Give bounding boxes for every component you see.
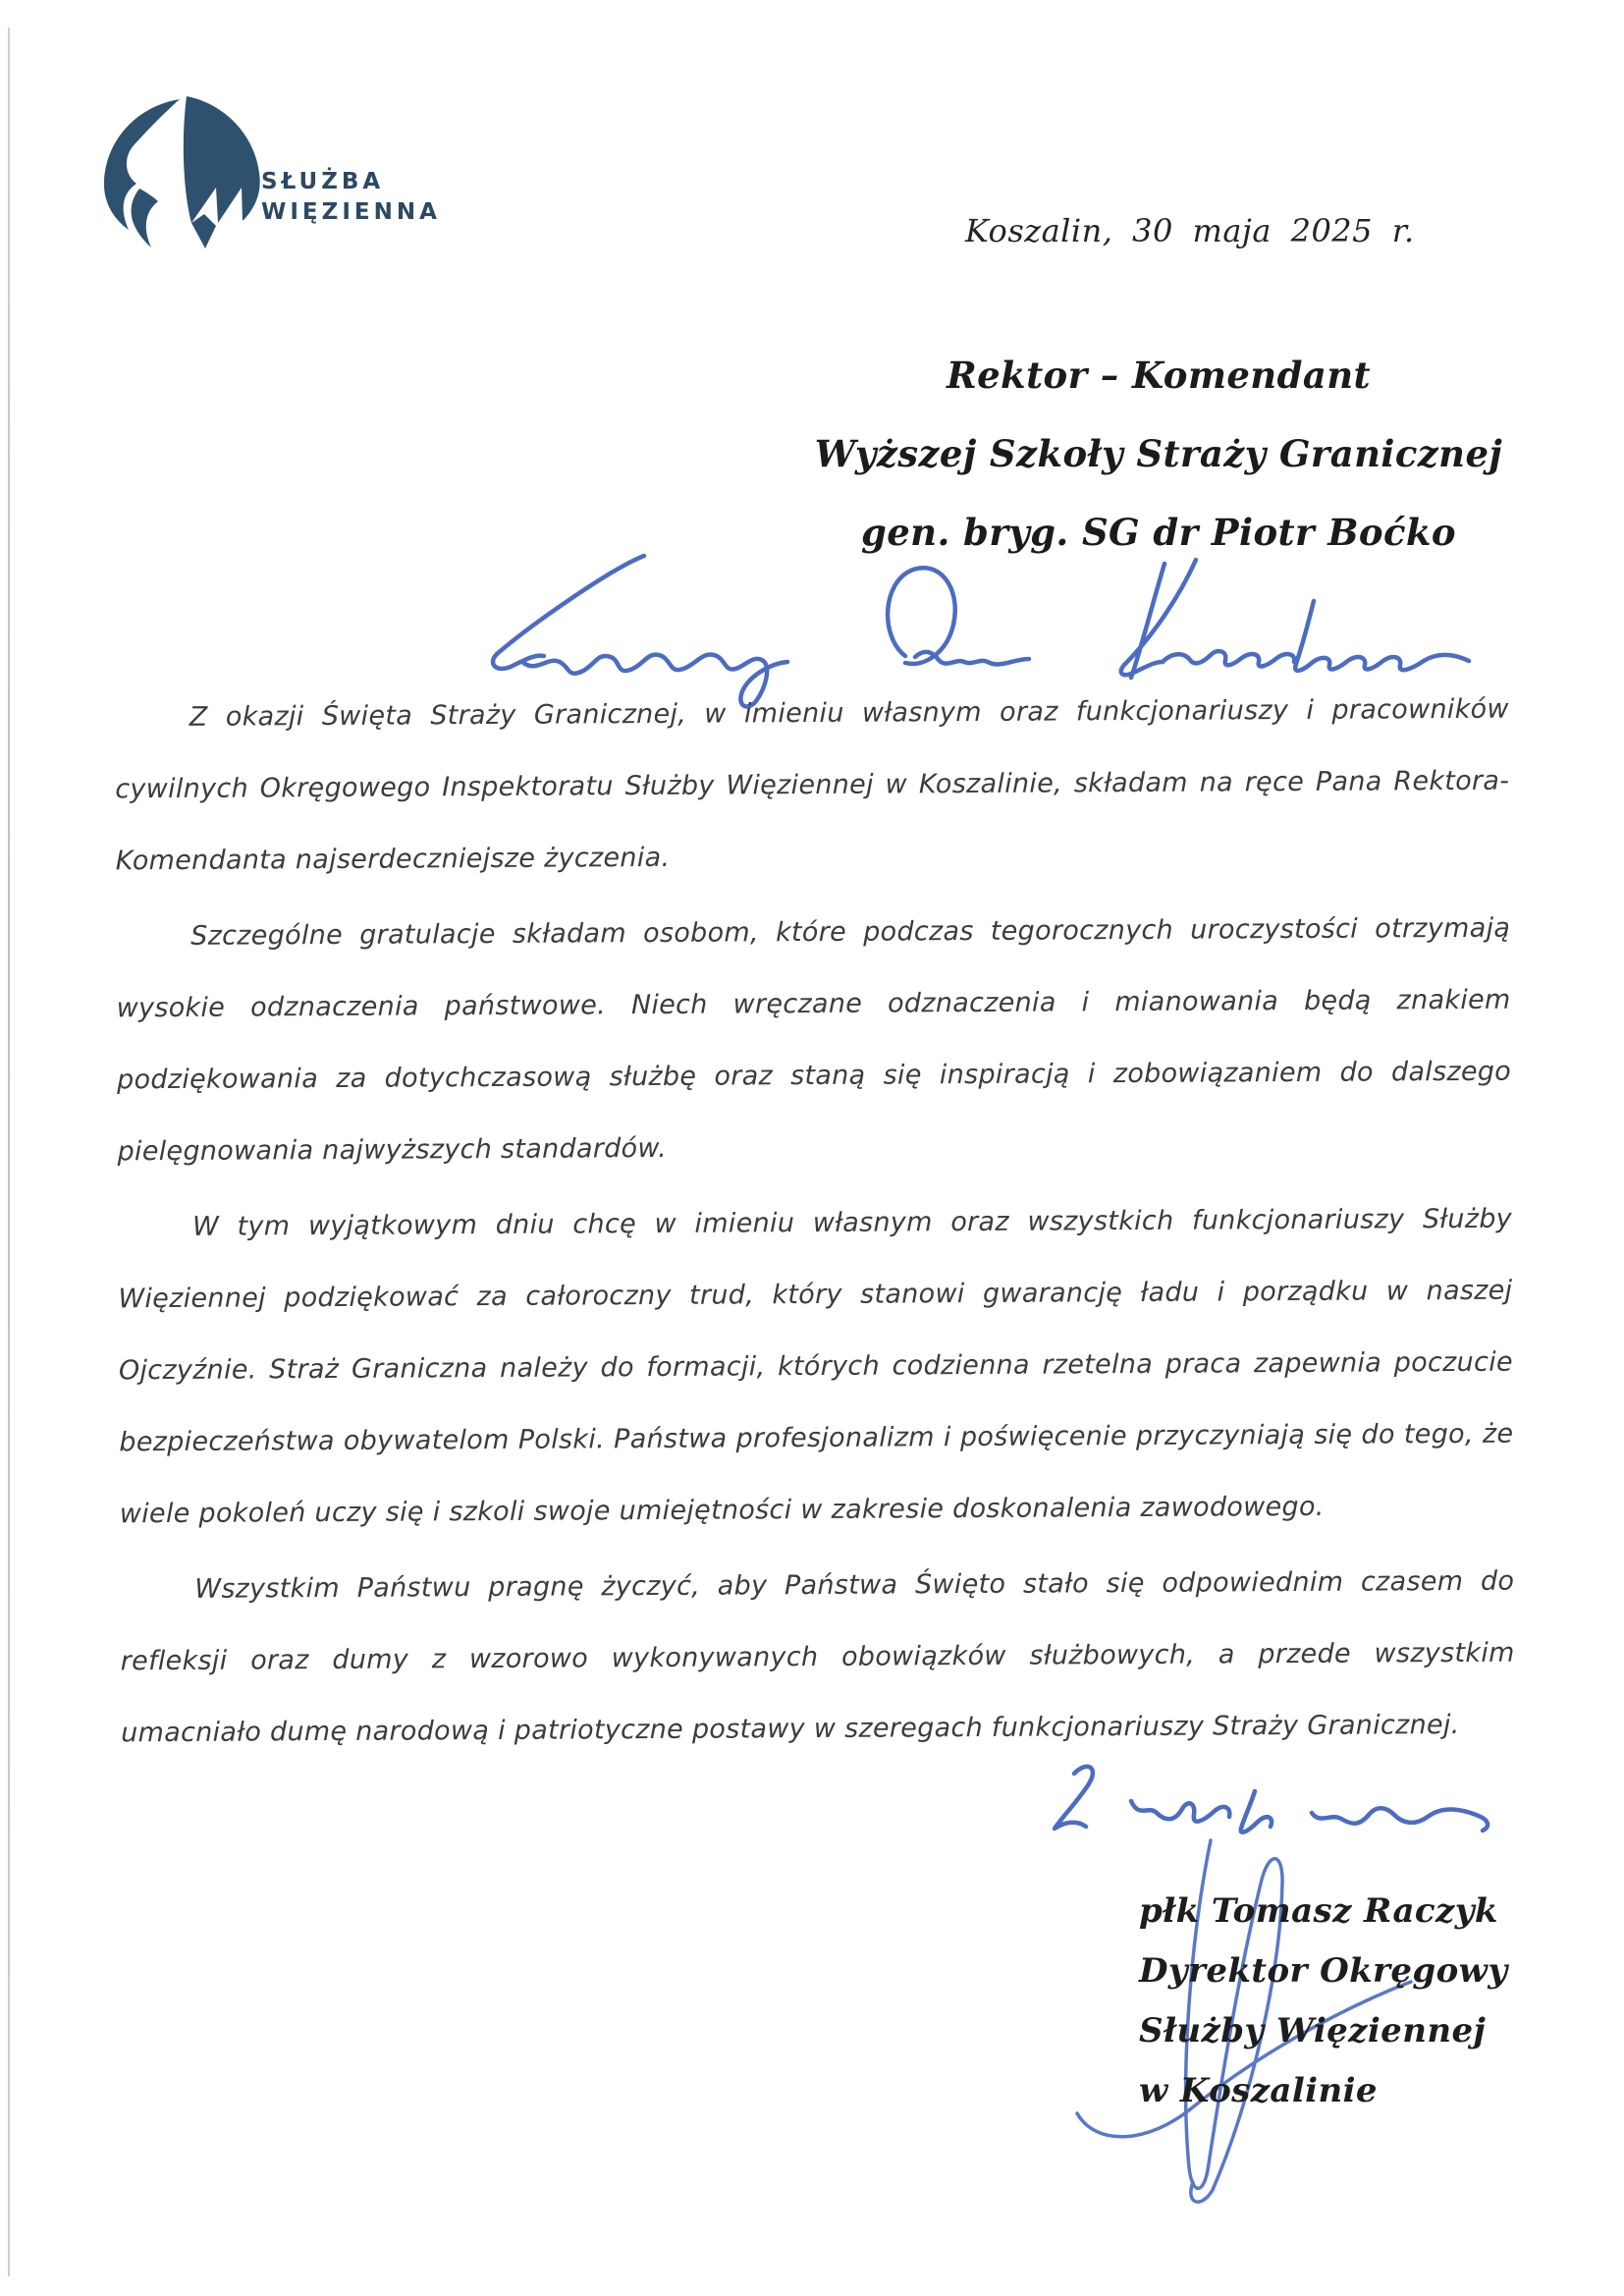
- org-wordmark-line1: SŁUŻBA: [261, 169, 385, 194]
- addressee-title: Rektor – Komendant: [946, 354, 1372, 397]
- paragraph-3: W tym wyjątkowym dniu chcę w imieniu własnym oraz wszystkich funkcjonariuszy Służby Więziennej podziękować za całoroczny trud, który stanowi gwarancję ładu i porządku w naszej Ojczyźnie. Straż Graniczna należy do formacji, których codzienna rzetelna praca zapewnia poczucie bezpieczeństwa obywatelom Polski. Państwa profesjonalizm i poświęcenie przyczyniają się do tego, że wiele pokoleń uczy się i szkoli swoje umiejętności w zakresie doskonalenia zawodowego.: [118, 1203, 1514, 1530]
- addressee-institution: Wyższej Szkoły Straży Granicznej: [814, 432, 1503, 475]
- paragraph-2: Szczególne gratulacje składam osobom, które podczas tegorocznych uroczystości otrzymają wysokie odznaczenia państwowe. Niech wręczane odznaczenia i mianowania będą znakiem podziękowania za dotychczasową służbę oraz staną się inspiracją i zobowiązaniem do dalszego pielęgnowania najwyższych standardów.: [116, 912, 1512, 1168]
- letter-body: [115, 674, 1516, 1774]
- signature-block: [1139, 1882, 1507, 2121]
- signatory-name: płk Tomasz Raczyk: [1139, 1891, 1498, 1931]
- org-wordmark-line2: WIĘZIENNA: [261, 199, 441, 225]
- letterhead: [96, 96, 450, 244]
- paragraph-1: Z okazji Święta Straży Granicznej, w imieniu własnym oraz funkcjonariuszy i pracowników cywilnych Okręgowego Inspektoratu Służby Więziennej w Koszalinie, składam na ręce Pana Rektora-Komendanta najserdeczniejsze życzenia.: [115, 693, 1510, 877]
- scan-edge-artifact: [8, 27, 10, 2276]
- paragraph-4: Wszystkim Państwu pragnę życzyć, aby Państwa Święto stało się odpowiednim czasem do refleksji oraz dumy z wzorowo wykonywanych obowiązków służbowych, a przede wszystkim umacniało dumę narodową i patriotyczne postawy w szeregach funkcjonariuszy Straży Granicznej.: [120, 1565, 1515, 1749]
- addressee-block: [805, 336, 1512, 572]
- signatory-location: w Koszalinie: [1139, 2071, 1378, 2110]
- signatory-title-2: Służby Więziennej: [1139, 2011, 1487, 2050]
- org-wordmark: [261, 167, 441, 228]
- signatory-title-1: Dyrektor Okręgowy: [1139, 1951, 1508, 1991]
- sluzba-wiezienna-logo-icon: [96, 96, 268, 251]
- addressee-person: gen. bryg. SG dr Piotr Boćko: [860, 511, 1457, 554]
- date-line: Koszalin, 30 maja 2025 r.: [965, 212, 1415, 249]
